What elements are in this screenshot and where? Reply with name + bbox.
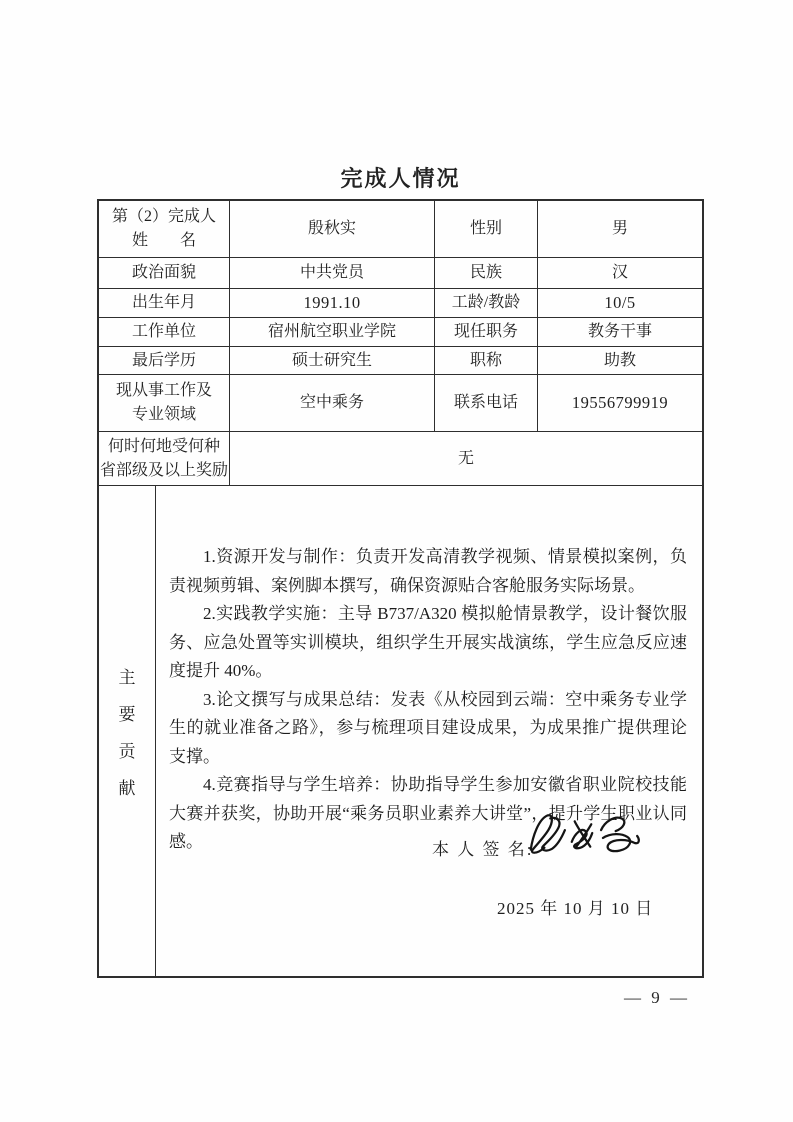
field-label-line2: 省部级及以上奖励	[99, 461, 228, 479]
field-label-seniority: 工龄/教龄	[435, 289, 538, 317]
field-value-workunit: 宿州航空职业学院	[230, 318, 435, 346]
field-label-occupation	[99, 375, 230, 431]
contribution-paragraph-4: 4.竞赛指导与学生培养：协助指导学生参加安徽省职业院校技能大赛并获奖，协助开展“乘务员职业素养大讲堂”，提升学生职业认同感。	[169, 775, 687, 851]
field-label-title: 职称	[435, 347, 538, 374]
field-label-line1: 何时何地受何种	[107, 437, 220, 455]
field-label-completer	[99, 201, 230, 257]
field-value-ethnicity: 汉	[611, 264, 628, 281]
vertical-label-char: 贡	[118, 742, 136, 761]
contribution-paragraph-3: 3.论文撰写与成果总结：发表《从校园到云端：空中乘务专业学生的就业准备之路》，参与梳理项目建设成果，为成果推广提供理论支撑。	[169, 689, 687, 766]
field-value-name: 殷秋实	[230, 201, 435, 257]
page-title: 完成人情况	[340, 166, 461, 191]
signature-image	[521, 806, 643, 864]
field-label-line2: 专业领域	[131, 406, 196, 423]
vertical-label-char: 献	[118, 779, 136, 798]
field-label-line2: 姓 名	[131, 232, 196, 249]
vertical-label-char: 主	[118, 668, 136, 687]
completer-info-table	[97, 199, 704, 978]
field-value-education: 硕士研究生	[230, 347, 435, 374]
field-value-seniority: 10/5	[604, 292, 636, 312]
field-label-awards	[99, 432, 230, 485]
field-label-phone: 联系电话	[435, 375, 538, 431]
table-row-workunit	[99, 318, 702, 347]
table-row-political	[99, 258, 702, 289]
field-value-phone: 19556799919	[571, 392, 669, 412]
field-value-political: 中共党员	[230, 258, 435, 288]
field-label-political: 政治面貌	[99, 258, 230, 288]
signature-label: 本 人 签 名:	[432, 840, 534, 859]
table-row-education	[99, 347, 702, 375]
table-row-contributions	[99, 486, 702, 976]
field-value-occupation: 空中乘务	[230, 375, 435, 431]
field-label-line1: 第（2）完成人	[111, 208, 216, 225]
field-label-contributions	[99, 486, 156, 976]
field-value-birth: 1991.10	[230, 289, 435, 317]
field-label-line1: 现从事工作及	[115, 382, 212, 399]
field-label-birth: 出生年月	[99, 289, 230, 317]
contribution-paragraph-2: 2.实践教学实施：主导 B737/A320 模拟舱情景教学，设计餐饮服务、应急处置等实训模块，组织学生开展实战演练，学生应急反应速度提升 40%。	[169, 604, 687, 680]
table-row-name	[99, 201, 702, 258]
field-label-position: 现任职务	[435, 318, 538, 346]
page-number: — 9 —	[624, 988, 690, 1007]
field-value-awards: 无	[457, 449, 474, 467]
table-row-birth	[99, 289, 702, 318]
table-row-awards	[99, 432, 702, 486]
field-label-ethnicity: 民族	[435, 258, 538, 288]
field-value-position: 教务干事	[587, 323, 652, 340]
field-label-gender: 性别	[435, 201, 538, 257]
table-row-occupation	[99, 375, 702, 432]
field-label-education: 最后学历	[99, 347, 230, 374]
signature-date: 2025 年 10 月 10 日	[497, 899, 654, 918]
contribution-paragraph-1: 1.资源开发与制作：负责开发高清教学视频、情景模拟案例，负责视频剪辑、案例脚本撰写，确保资源贴合客舱服务实际场景。	[169, 547, 687, 595]
field-value-gender: 男	[611, 220, 628, 237]
vertical-label-char: 要	[118, 705, 136, 724]
field-value-title: 助教	[603, 351, 636, 369]
field-label-workunit: 工作单位	[99, 318, 230, 346]
contributions-content	[156, 486, 702, 976]
